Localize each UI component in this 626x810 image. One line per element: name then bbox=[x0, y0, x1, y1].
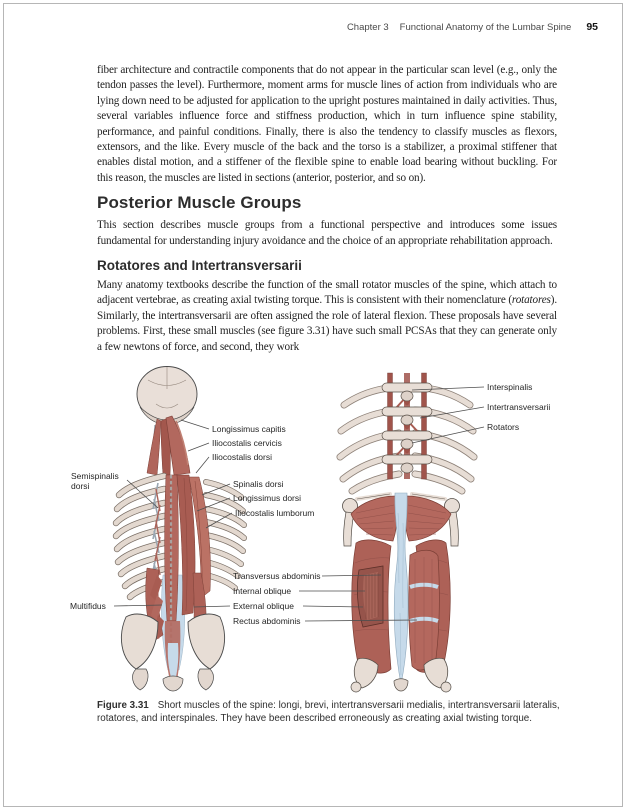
subsection-paragraph-part1: Many anatomy textbooks describe the function of the small rotator muscles of the spine, which attach to adjacent vertebrae, as creating axial twisting torque. This is consistent with their nomenclature ( bbox=[97, 279, 557, 307]
figure-label-longissimus-capitis: Longissimus capitis bbox=[212, 424, 286, 435]
skull-icon bbox=[137, 367, 197, 426]
figure-3-31 bbox=[60, 363, 575, 693]
linea-alba-fascia bbox=[394, 493, 408, 684]
text-column bbox=[97, 63, 557, 355]
abdominal-wall-illustration bbox=[343, 493, 460, 692]
figure-label-rectus-abdominis: Rectus abdominis bbox=[233, 616, 301, 627]
subsection-paragraph-part2: ). Similarly, the intertransversarii are often assigned the role of lateral flexion. These proposals have several problems. First, these small muscles (see figure 3.31) have such small PCSAs that they can generate only a few newtons of force, and second, they work bbox=[97, 294, 557, 353]
page-number: 95 bbox=[586, 21, 598, 33]
anatomy-illustration bbox=[60, 363, 575, 693]
figure-label-semispinalis-dorsi: Semispinalis dorsi bbox=[71, 471, 119, 492]
section-heading: Posterior Muscle Groups bbox=[97, 193, 302, 213]
chapter-label: Chapter 3 bbox=[346, 22, 389, 33]
figure-label-multifidus: Multifidus bbox=[70, 601, 106, 612]
subsection-heading: Rotatores and Intertransversarii bbox=[97, 258, 302, 274]
figure-label-internal-oblique: Internal oblique bbox=[233, 586, 292, 597]
figure-label-external-oblique: External oblique bbox=[233, 601, 294, 612]
figure-label-iliocostalis-lumborum: Iliocostalis lumborum bbox=[235, 508, 315, 519]
posterior-trunk-illustration bbox=[116, 367, 244, 692]
figure-label-interspinalis: Interspinalis bbox=[487, 382, 533, 393]
figure-label-rotators: Rotators bbox=[487, 422, 520, 433]
chapter-title: Functional Anatomy of the Lumbar Spine bbox=[399, 22, 572, 33]
intro-paragraph: fiber architecture and contractile components that do not appear in the particular scan level (e.g., only the tendon passes the level). Furthermore, moment arms for muscle lines of action from individuals who are lying down need to be adjusted for application to the upright postures maintained in daily activities. Thus, several variables influence force and stiffness production, which in turn influence spine stability, performance, and painful conditions. Finally, there is also the tendency to classify muscles as flexors, extensors, and the like. Every muscle of the back and the torso is a stabilizer, a proximal stiffener that enables distal motion, and a stiffener of the flexible spine to enable load bearing without buckling. For this reason, the muscles are listed in sections (anterior, posterior, and so on). bbox=[97, 64, 557, 184]
figure-label-spinalis-dorsi: Spinalis dorsi bbox=[233, 479, 284, 490]
figure-label-intertransversarii: Intertransversarii bbox=[487, 402, 551, 413]
figure-caption bbox=[97, 700, 560, 726]
section-paragraph: This section describes muscle groups from a functional perspective and introduces some issues fundamental for understanding injury avoidance and the choice of an appropriate rehabilitation approach. bbox=[97, 219, 557, 247]
running-head bbox=[347, 21, 598, 33]
figure-label-transversus-abdominis: Transversus abdominis bbox=[233, 571, 321, 582]
figure-label-iliocostalis-cervicis: Iliocostalis cervicis bbox=[212, 438, 282, 449]
figure-label-longissimus-dorsi: Longissimus dorsi bbox=[233, 493, 302, 504]
subsection-paragraph-italic: rotatores bbox=[511, 294, 551, 307]
vertebrae-closeup-illustration bbox=[340, 373, 474, 491]
figure-caption-text: Short muscles of the spine: longi, brevi, intertransversarii medialis, intertransversarii lateralis, rotatores, and interspinales. They have been described erroneously as creating axial twisting torque. bbox=[97, 700, 560, 724]
figure-label-iliocostalis-dorsi: Iliocostalis dorsi bbox=[212, 452, 272, 463]
subsection-paragraph bbox=[97, 278, 557, 355]
figure-caption-label: Figure 3.31 bbox=[97, 700, 149, 712]
rectus-abdominis-muscle bbox=[409, 550, 440, 670]
